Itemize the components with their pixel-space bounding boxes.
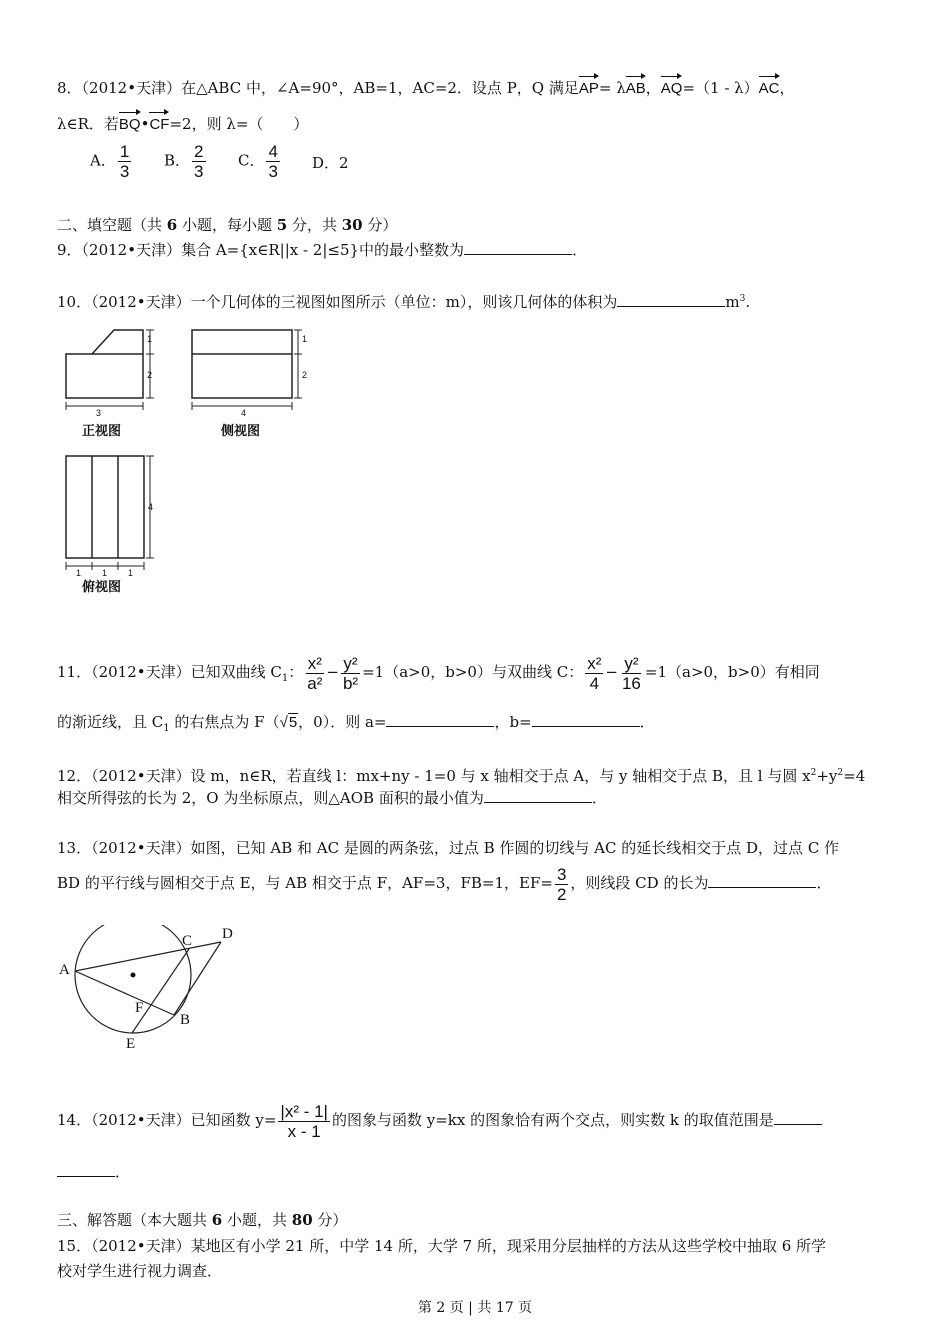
side-dim-h2: 2 (302, 370, 308, 380)
q14-end: ． (115, 1163, 131, 1181)
q11-text-a: 11．（2012•天津）已知双曲线 C (57, 663, 282, 681)
vector-bq: BQ (118, 116, 141, 133)
q11-minus: − (326, 663, 339, 681)
footer-page-number: 2 (436, 1300, 446, 1316)
point-a-label: A (59, 962, 70, 978)
q11-sub2: 1 (163, 723, 170, 734)
top-dim-w1: 1 (76, 568, 82, 578)
top-view-shape (66, 456, 144, 558)
q9-text: 9．（2012•天津）集合 A={x∈R||x - 2|≤5}中的最小整数为 (57, 241, 465, 259)
q15-line1: 15．（2012•天津）某地区有小学 21 所，中学 14 所，大学 7 所，现采用分层抽样的方法从这些学校中抽取 6 所学 (57, 1237, 827, 1255)
q9-end: ． (572, 241, 588, 259)
point-b-label: B (180, 1012, 191, 1028)
option-c-den: 3 (268, 162, 278, 181)
q8-dot: • (140, 115, 150, 133)
question-8-line-1 (57, 78, 795, 99)
question-9 (57, 240, 587, 260)
option-a (90, 142, 133, 181)
question-15-line-1 (57, 1236, 826, 1256)
q8-comma: ， (645, 79, 661, 97)
option-b-letter: B． (164, 151, 191, 170)
q11-minus-2: − (605, 663, 618, 681)
option-c-fraction (266, 142, 279, 181)
top-dim-h: 4 (148, 502, 154, 512)
point-c-label: C (182, 933, 193, 949)
q9-answer-blank[interactable] (464, 240, 572, 255)
q13-frac-ef (555, 865, 568, 904)
section-3-mid: 小题，共 (222, 1211, 292, 1229)
q13-line2-b: ，则线段 CD 的长为 (570, 874, 709, 892)
question-13-line-1 (57, 838, 839, 858)
q11-f1-num: x² (307, 653, 322, 673)
section-2-count: 6 (166, 216, 178, 234)
q12-end: ． (591, 789, 607, 807)
question-12-line-2 (57, 788, 607, 808)
q12-eq: =4 (843, 767, 866, 785)
q11-text-d: =1（a>0，b>0）有相同 (644, 663, 820, 681)
q11-line2-e: ． (639, 713, 655, 731)
q11-sub1: 1 (281, 673, 289, 684)
q11-frac-x2-4 (585, 654, 603, 693)
q14-fraction (278, 1102, 330, 1141)
option-a-num: 1 (119, 142, 130, 161)
vector-aq: AQ (660, 80, 683, 97)
top-dim-w2: 1 (102, 568, 108, 578)
section-2-heading (57, 215, 397, 235)
point-e-label: E (126, 1036, 136, 1052)
q11-f2-num: y² (343, 653, 358, 673)
section-2-prefix: 二、填空题（共 (57, 216, 167, 234)
q8-lambda-in-r: λ∈R．若 (57, 115, 119, 133)
section-2-total: 30 (341, 216, 363, 234)
option-b-fraction (192, 142, 205, 181)
q11-answer-b-blank[interactable] (532, 712, 640, 727)
option-b-num: 2 (194, 142, 204, 161)
section-3-heading (57, 1210, 347, 1230)
section-3-prefix: 三、解答题（本大题共 (57, 1211, 212, 1229)
question-15-line-2 (57, 1261, 222, 1281)
q8-eq-one-minus: =（1 - λ） (682, 79, 759, 97)
section-3-suffix: 分） (312, 1211, 348, 1229)
option-d-text: D．2 (312, 154, 349, 172)
q10-answer-blank[interactable] (617, 292, 725, 307)
question-11-line-2 (57, 712, 655, 739)
section-2-suffix: 分） (362, 216, 398, 234)
q14-text-b: 的图象与函数 y=kx 的图象恰有两个交点，则实数 k 的取值范围是 (331, 1111, 774, 1129)
q12-sup1: 2 (810, 768, 817, 778)
side-view-shape (192, 330, 292, 398)
q10-text: 10．（2012•天津）一个几何体的三视图如图所示（单位：m），则该几何体的体积为 (57, 293, 618, 311)
q11-f3-den: 4 (589, 673, 600, 693)
q11-f1-den: a² (307, 673, 323, 693)
question-12-line-1 (57, 763, 865, 786)
vector-cf: CF (149, 116, 170, 133)
option-c-num: 4 (268, 142, 278, 161)
top-dim-w3: 1 (128, 568, 134, 578)
q11-answer-a-blank[interactable] (386, 712, 494, 727)
option-c-letter: C． (238, 151, 265, 170)
question-10 (57, 289, 750, 312)
q13-frac-den: 2 (556, 884, 567, 904)
q10-unit: m (725, 293, 740, 311)
q13-line2-a: BD 的平行线与圆相交于点 E，与 AB 相交于点 F，AF=3，FB=1，EF= (57, 874, 553, 892)
question-11-line-1 (57, 652, 820, 699)
q11-text-b: ： (288, 663, 304, 681)
q13-line1: 13．（2012•天津）如图，已知 AB 和 AC 是圆的两条弦，过点 B 作圆的切线与 AC 的延长线相交于点 D，过点 C 作 (57, 839, 840, 857)
q13-frac-num: 3 (556, 864, 567, 884)
side-view-label: 侧视图 (221, 423, 261, 438)
q12-plus: +y (816, 767, 838, 785)
q11-frac-y2-16 (620, 654, 643, 693)
q14-frac-den: x - 1 (287, 1121, 321, 1141)
section-2-mid2: 分，共 (287, 216, 342, 234)
q11-line2-c: ，0）．则 a= (298, 713, 387, 731)
front-dim-w: 3 (96, 408, 102, 418)
option-c (238, 142, 282, 181)
three-view-figure (58, 322, 318, 602)
side-dim-h1: 1 (302, 334, 308, 344)
q14-answer-blank-2[interactable] (57, 1162, 115, 1177)
q8-condition: =2，则 λ=（ ） (169, 115, 309, 133)
section-2-each: 5 (276, 216, 288, 234)
q13-answer-blank[interactable] (708, 873, 816, 888)
footer-text-c: 页 (513, 1300, 533, 1316)
option-a-den: 3 (119, 162, 130, 181)
q8-eq-lambda: = λ (598, 79, 626, 97)
section-3-count: 6 (211, 1211, 223, 1229)
center-dot (131, 973, 136, 978)
section-3-total: 80 (291, 1211, 313, 1229)
front-dim-h2: 2 (147, 370, 153, 380)
side-dim-w: 4 (241, 408, 247, 418)
point-d-label: D (222, 926, 233, 942)
front-view-shape (66, 330, 143, 398)
q10-end: . (745, 293, 751, 311)
circle-geometry-figure (58, 925, 248, 1055)
option-d (312, 152, 349, 173)
q10-unit-exponent: 3 (739, 294, 746, 304)
q11-text-c: =1（a>0，b>0）与双曲线 C： (362, 663, 584, 681)
q11-line2-a: 的渐近线，且 C (57, 713, 164, 731)
q14-text-a: 14．（2012•天津）已知函数 y= (57, 1111, 277, 1129)
q11-line2-b: 的右焦点为 F（ (169, 713, 280, 731)
q14-answer-blank-1[interactable] (774, 1110, 822, 1125)
q11-frac-y2-b2 (341, 654, 360, 693)
q12-line2: 相交所得弦的长为 2，O 为坐标原点，则△AOB 面积的最小值为 (57, 789, 484, 807)
option-a-letter: A． (90, 151, 116, 170)
q11-f4-num: y² (624, 653, 639, 673)
question-14-line-1 (57, 1100, 822, 1141)
vector-ap: AP (578, 80, 599, 97)
point-f-label: F (135, 1000, 144, 1016)
question-14-line-2 (57, 1162, 130, 1182)
q13-end: ． (816, 874, 832, 892)
front-view-label: 正视图 (82, 423, 122, 438)
q11-sqrt: √5 (279, 714, 298, 731)
q12-line1: 12．（2012•天津）设 m，n∈R，若直线 l：mx+ny - 1=0 与 x 轴相交于点 A，与 y 轴相交于点 B，且 l 与圆 x (57, 767, 811, 785)
q14-frac-num: |x² - 1| (280, 1101, 328, 1121)
question-13-line-2 (57, 864, 831, 904)
q12-answer-blank[interactable] (484, 788, 592, 803)
question-8-line-2 (57, 114, 308, 135)
q11-sqrt-value: 5 (288, 714, 298, 731)
vector-ac: AC (758, 80, 780, 97)
q8-text: 8．（2012•天津）在△ABC 中，∠A=90°，AB=1，AC=2．设点 P，Q 满足 (57, 79, 579, 97)
option-b-den: 3 (194, 162, 204, 181)
option-a-fraction (118, 142, 131, 181)
q12-sup2: 2 (837, 768, 844, 778)
chord-ac (75, 942, 221, 971)
top-view-label: 俯视图 (82, 579, 122, 594)
footer-total-pages: 17 (495, 1300, 514, 1316)
q11-f3-num: x² (587, 653, 602, 673)
vector-ab: AB (625, 80, 646, 97)
q11-line2-d: ，b= (494, 713, 532, 731)
footer-text-b: 页 | 共 (445, 1300, 496, 1316)
q11-frac-x2-a2 (305, 654, 324, 693)
q8-comma-2: ， (779, 79, 795, 97)
page-footer (0, 1297, 950, 1317)
front-dim-h1: 1 (147, 334, 153, 344)
tangent-bd (174, 942, 221, 1015)
q11-f4-den: 16 (621, 673, 641, 693)
q11-f2-den: b² (342, 673, 359, 693)
option-b (164, 142, 208, 181)
footer-text-a: 第 (417, 1300, 437, 1316)
section-2-mid: 小题，每小题 (177, 216, 277, 234)
q15-line2: 校对学生进行视力调查． (57, 1262, 223, 1280)
